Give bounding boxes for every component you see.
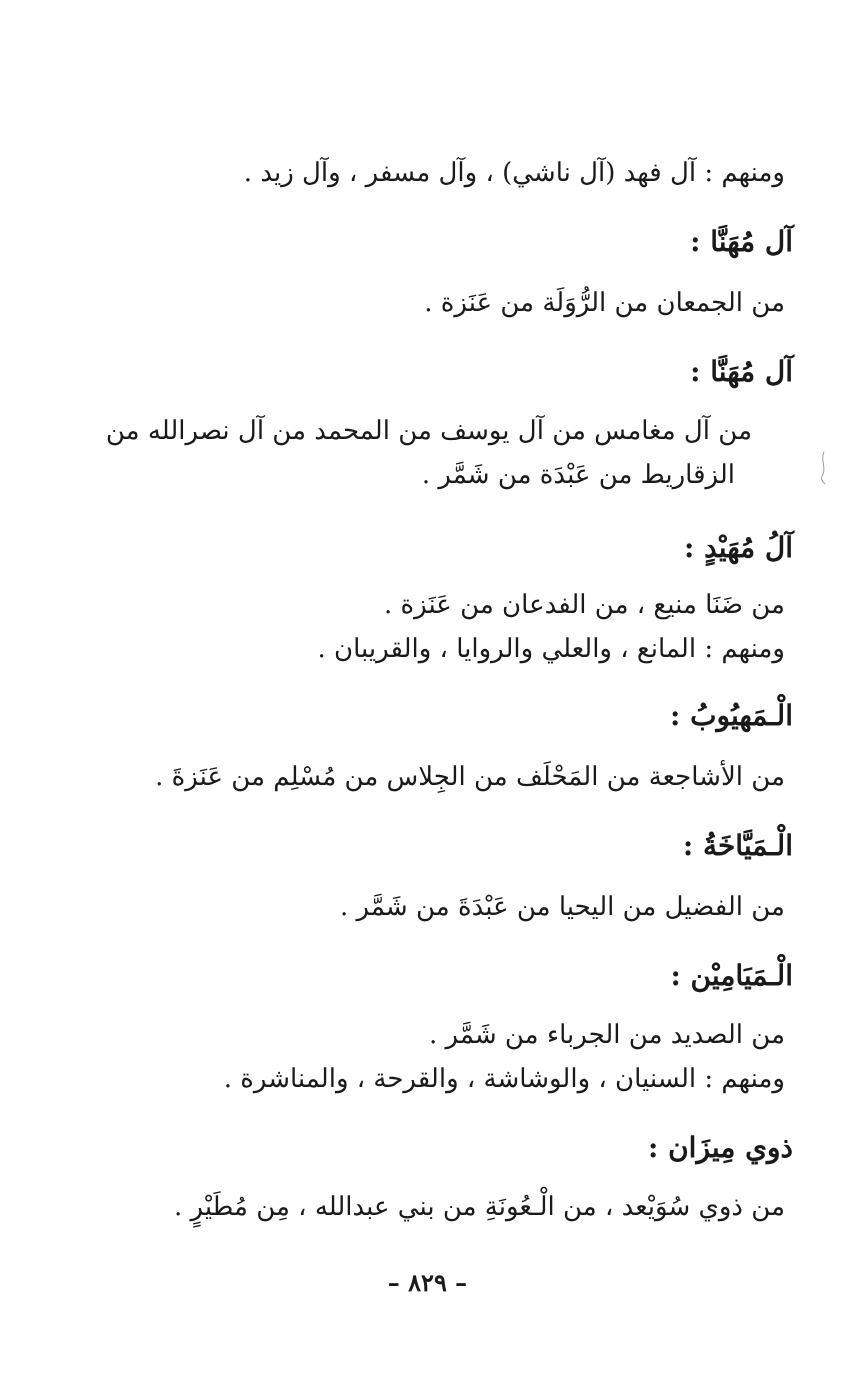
entry-heading: الْـمَهيُوبُ : <box>670 699 793 732</box>
text-line: ومنهم : المانع ، والعلي والروايا ، والقريبان . <box>317 634 785 664</box>
margin-mark-icon <box>818 450 828 486</box>
entry-heading: آلُ مُهَيْدٍ : <box>683 531 793 564</box>
text-line: من الأشاجعة من المَحْلَف من الجِلاس من مُسْلِم من عَنَزةَ . <box>155 762 785 792</box>
text-line: من آل مغامس من آل يوسف من المحمد من آل نصرالله من <box>105 416 752 446</box>
entry-heading: الْـمَيَامِيْن : <box>670 959 793 992</box>
text-line: الزقاريط من عَبْدَة من شَمَّر . <box>421 460 735 490</box>
page-number: – ٨٢٩ – <box>387 1268 468 1297</box>
text-line: من الفضيل من اليحيا من عَبْدَةَ من شَمَّر . <box>340 892 785 922</box>
entry-heading: ذوي مِيزَان : <box>648 1131 793 1164</box>
text-line: ومنهم : آل فهد (آل ناشي) ، وآل مسفر ، وآل زيد . <box>243 158 785 188</box>
text-line: من ضَنَا منيع ، من الفدعان من عَنَزة . <box>383 590 785 620</box>
entry-heading: الْـمَيَّاخَةُ : <box>682 829 793 862</box>
text-line: من الصديد من الجرباء من شَمَّر . <box>428 1020 785 1050</box>
entry-heading: آل مُهَنَّا : <box>690 355 793 388</box>
text-line: ومنهم : السنيان ، والوشاشة ، والقرحة ، والمناشرة . <box>223 1064 785 1094</box>
text-line: من ذوي سُوَيْعد ، من الْـعُونَةِ من بني عبدالله ، مِن مُطَيْرٍ . <box>173 1192 785 1222</box>
text-line: من الجمعان من الرُّوَلَة من عَنَزة . <box>424 288 785 318</box>
entry-heading: آل مُهَنَّا : <box>690 225 793 258</box>
